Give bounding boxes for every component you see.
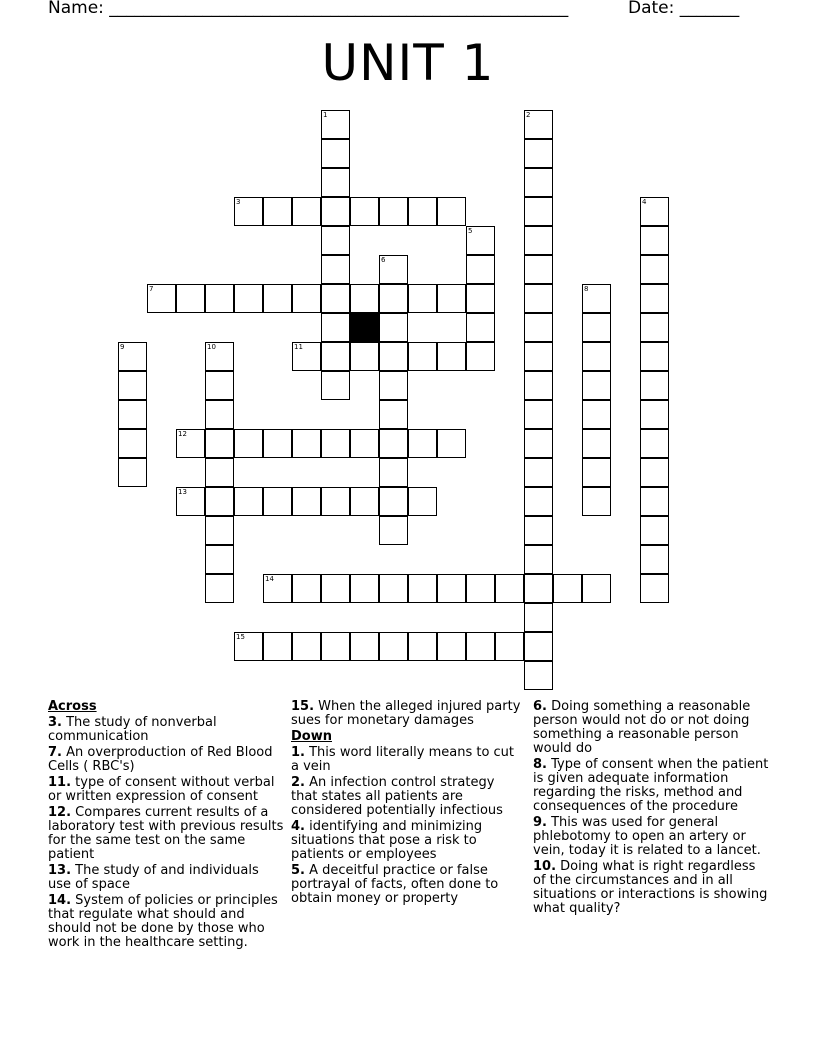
crossword-cell[interactable] — [176, 487, 205, 516]
clue-number: 4 — [642, 198, 647, 206]
crossword-cell[interactable] — [379, 371, 408, 400]
crossword-cell[interactable] — [640, 197, 669, 226]
crossword-cell[interactable] — [292, 342, 321, 371]
crossword-cell[interactable] — [495, 574, 524, 603]
crossword-cell[interactable] — [350, 342, 379, 371]
crossword-cell[interactable] — [234, 487, 263, 516]
clue-text: Compares current results of a laboratory test with previous results for the same test on the same patient — [48, 805, 284, 862]
clue-number-label: 1. — [291, 745, 305, 760]
clue-text: This word literally means to cut a vein — [291, 745, 515, 774]
clue-number: 11 — [294, 343, 303, 351]
clue-text: System of policies or principles that regulate what should and should not be done by those who work in the healthcare setting. — [48, 893, 278, 950]
crossword-cell[interactable] — [350, 632, 379, 661]
clue-number: 7 — [149, 285, 154, 293]
crossword-cell[interactable] — [176, 284, 205, 313]
crossword-cell[interactable] — [321, 226, 350, 255]
across-clue-list-continued — [291, 700, 521, 728]
crossword-cell[interactable] — [640, 284, 669, 313]
clue-text: A deceitful practice or false portrayal of facts, often done to obtain money or property — [291, 863, 499, 906]
crossword-cell[interactable] — [379, 429, 408, 458]
crossword-cell[interactable] — [321, 429, 350, 458]
crossword-cell[interactable] — [263, 487, 292, 516]
crossword-cell[interactable] — [263, 429, 292, 458]
clue-item — [291, 700, 521, 728]
crossword-cell[interactable] — [379, 400, 408, 429]
clue-number: 2 — [526, 111, 531, 119]
crossword-cell[interactable] — [321, 255, 350, 284]
crossword-cell[interactable] — [408, 342, 437, 371]
crossword-cell[interactable] — [321, 168, 350, 197]
crossword-cell[interactable] — [205, 487, 234, 516]
crossword-cell[interactable] — [321, 139, 350, 168]
page-title: UNIT 1 — [321, 34, 495, 92]
clue-item — [48, 746, 284, 774]
crossword-cell[interactable] — [350, 487, 379, 516]
crossword-cell[interactable] — [321, 110, 350, 139]
crossword-cell[interactable] — [582, 342, 611, 371]
crossword-cell[interactable] — [640, 313, 669, 342]
crossword-cell[interactable] — [321, 371, 350, 400]
crossword-cell[interactable] — [582, 371, 611, 400]
clue-text: This was used for general phlebotomy to open an artery or vein, today it is related to a lancet. — [533, 815, 761, 858]
crossword-cell[interactable] — [582, 574, 611, 603]
date-line[interactable]: Date: _______ — [628, 0, 740, 18]
clue-number: 3 — [236, 198, 241, 206]
crossword-cell[interactable] — [524, 197, 553, 226]
clue-number-label: 4. — [291, 819, 305, 834]
crossword-cell[interactable] — [292, 574, 321, 603]
crossword-cell[interactable] — [205, 545, 234, 574]
clue-text: An overproduction of Red Blood Cells ( RBC's) — [48, 745, 273, 774]
clue-text: Doing something a reasonable person would not do or not doing something a reasonable person would do — [533, 699, 751, 756]
crossword-cell[interactable] — [466, 313, 495, 342]
crossword-cell[interactable] — [263, 284, 292, 313]
clue-item — [533, 816, 769, 858]
crossword-cell[interactable] — [147, 284, 176, 313]
crossword-cell[interactable] — [524, 371, 553, 400]
crossword-cell[interactable] — [350, 574, 379, 603]
clue-number-label: 15. — [291, 699, 315, 714]
clue-item — [291, 776, 521, 818]
crossword-cell[interactable] — [321, 632, 350, 661]
clue-number-label: 13. — [48, 863, 72, 878]
clue-number-label: 7. — [48, 745, 62, 760]
crossword-cell[interactable] — [321, 313, 350, 342]
clue-number-label: 5. — [291, 863, 305, 878]
crossword-cell[interactable] — [524, 255, 553, 284]
crossword-cell[interactable] — [205, 342, 234, 371]
crossword-cell[interactable] — [640, 429, 669, 458]
crossword-cell[interactable] — [437, 574, 466, 603]
crossword-cell[interactable] — [466, 574, 495, 603]
clue-item — [291, 864, 521, 906]
clue-number: 12 — [178, 430, 187, 438]
crossword-cell[interactable] — [437, 342, 466, 371]
crossword-cell[interactable] — [234, 429, 263, 458]
clue-number: 6 — [381, 256, 386, 264]
crossword-cell[interactable] — [524, 400, 553, 429]
clue-text: When the alleged injured party sues for monetary damages — [291, 699, 521, 728]
clue-number: 14 — [265, 575, 274, 583]
crossword-cell[interactable] — [524, 429, 553, 458]
clue-number-label: 10. — [533, 859, 557, 874]
clue-item — [533, 758, 769, 814]
crossword-cell[interactable] — [524, 632, 553, 661]
crossword-cell[interactable] — [118, 458, 147, 487]
crossword-cell[interactable] — [524, 110, 553, 139]
crossword-cell[interactable] — [466, 342, 495, 371]
crossword-cell[interactable] — [437, 429, 466, 458]
clue-item — [291, 820, 521, 862]
clue-text: The study of nonverbal communication — [48, 715, 217, 744]
down-clue-list — [291, 746, 521, 906]
name-line[interactable]: Name: ______________________________________________________ — [48, 0, 569, 18]
crossword-cell[interactable] — [640, 458, 669, 487]
crossword-cell[interactable] — [205, 458, 234, 487]
crossword-cell[interactable] — [495, 632, 524, 661]
crossword-cell[interactable] — [524, 661, 553, 690]
crossword-cell[interactable] — [524, 342, 553, 371]
crossword-cell[interactable] — [524, 574, 553, 603]
crossword-cell[interactable] — [379, 632, 408, 661]
black-square — [350, 313, 379, 342]
crossword-cell[interactable] — [408, 197, 437, 226]
crossword-cell[interactable] — [524, 139, 553, 168]
across-clue-list — [48, 716, 284, 950]
clue-item — [48, 776, 284, 804]
crossword-cell[interactable] — [118, 342, 147, 371]
crossword-cell[interactable] — [640, 516, 669, 545]
crossword-cell[interactable] — [582, 284, 611, 313]
crossword-cell[interactable] — [408, 429, 437, 458]
crossword-cell[interactable] — [292, 487, 321, 516]
crossword-cell[interactable] — [524, 284, 553, 313]
crossword-cell[interactable] — [379, 342, 408, 371]
crossword-cell[interactable] — [640, 371, 669, 400]
crossword-cell[interactable] — [379, 487, 408, 516]
clue-item — [48, 716, 284, 744]
crossword-cell[interactable] — [640, 226, 669, 255]
crossword-cell[interactable] — [524, 487, 553, 516]
crossword-cell[interactable] — [408, 632, 437, 661]
crossword-cell[interactable] — [263, 632, 292, 661]
crossword-cell[interactable] — [205, 400, 234, 429]
clue-number-label: 3. — [48, 715, 62, 730]
clue-item — [48, 894, 284, 950]
clue-number-label: 14. — [48, 893, 72, 908]
clue-number-label: 8. — [533, 757, 547, 772]
crossword-cell[interactable] — [118, 371, 147, 400]
clue-number: 15 — [236, 633, 245, 641]
crossword-cell[interactable] — [553, 574, 582, 603]
clue-number-label: 6. — [533, 699, 547, 714]
crossword-cell[interactable] — [524, 603, 553, 632]
clue-number-label: 12. — [48, 805, 72, 820]
clue-number: 9 — [120, 343, 125, 351]
crossword-cell[interactable] — [640, 574, 669, 603]
crossword-cell[interactable] — [640, 487, 669, 516]
crossword-cell[interactable] — [524, 545, 553, 574]
crossword-cell[interactable] — [640, 400, 669, 429]
crossword-cell[interactable] — [292, 284, 321, 313]
crossword-cell[interactable] — [379, 516, 408, 545]
clue-number: 8 — [584, 285, 589, 293]
crossword-cell[interactable] — [640, 255, 669, 284]
crossword-cell[interactable] — [234, 632, 263, 661]
crossword-cell[interactable] — [437, 632, 466, 661]
clue-item — [291, 746, 521, 774]
crossword-cell[interactable] — [408, 284, 437, 313]
crossword-cell[interactable] — [205, 516, 234, 545]
clue-item — [48, 806, 284, 862]
crossword-cell[interactable] — [118, 400, 147, 429]
crossword-cell[interactable] — [524, 168, 553, 197]
clue-number: 13 — [178, 488, 187, 496]
crossword-cell[interactable] — [176, 429, 205, 458]
crossword-cell[interactable] — [234, 197, 263, 226]
crossword-cell[interactable] — [408, 487, 437, 516]
crossword-cell[interactable] — [408, 574, 437, 603]
crossword-cell[interactable] — [292, 197, 321, 226]
crossword-cell[interactable] — [118, 429, 147, 458]
crossword-cell[interactable] — [350, 429, 379, 458]
crossword-cell[interactable] — [582, 313, 611, 342]
clue-number: 5 — [468, 227, 473, 235]
clue-text: identifying and minimizing situations that pose a risk to patients or employees — [291, 819, 483, 862]
crossword-cell[interactable] — [640, 342, 669, 371]
down-heading: Down — [291, 729, 332, 744]
crossword-cell[interactable] — [234, 284, 263, 313]
crossword-cell[interactable] — [524, 516, 553, 545]
crossword-cell[interactable] — [350, 284, 379, 313]
crossword-cell[interactable] — [292, 632, 321, 661]
crossword-cell[interactable] — [321, 197, 350, 226]
clues-column-1 — [48, 700, 284, 952]
crossword-cell[interactable] — [437, 197, 466, 226]
crossword-cell[interactable] — [205, 371, 234, 400]
crossword-cell[interactable] — [321, 574, 350, 603]
clue-number: 10 — [207, 343, 216, 351]
crossword-cell[interactable] — [205, 429, 234, 458]
clue-text: Type of consent when the patient is given adequate information regarding the risks, method and consequences of the procedure — [533, 757, 769, 814]
crossword-cell[interactable] — [321, 487, 350, 516]
clue-number: 1 — [323, 111, 328, 119]
crossword-cell[interactable] — [466, 226, 495, 255]
clue-number-label: 11. — [48, 775, 72, 790]
clues-column-3 — [533, 700, 769, 918]
crossword-cell[interactable] — [524, 458, 553, 487]
clue-number-label: 9. — [533, 815, 547, 830]
clue-text: The study of and individuals use of space — [48, 863, 259, 892]
crossword-cell[interactable] — [379, 458, 408, 487]
crossword-cell[interactable] — [205, 284, 234, 313]
crossword-cell[interactable] — [205, 574, 234, 603]
clue-text: An infection control strategy that states all patients are considered potentially infectious — [291, 775, 503, 818]
crossword-cell[interactable] — [321, 342, 350, 371]
crossword-cell[interactable] — [466, 255, 495, 284]
clue-number-label: 2. — [291, 775, 305, 790]
across-heading: Across — [48, 699, 97, 714]
down-clue-list-continued — [533, 700, 769, 916]
crossword-cell[interactable] — [524, 313, 553, 342]
crossword-cell[interactable] — [292, 429, 321, 458]
crossword-cell[interactable] — [524, 226, 553, 255]
crossword-cell[interactable] — [379, 313, 408, 342]
crossword-cell[interactable] — [263, 574, 292, 603]
clue-text: Doing what is right regardless of the circumstances and in all situations or interactions is showing what quality? — [533, 859, 768, 916]
crossword-cell[interactable] — [640, 545, 669, 574]
crossword-cell[interactable] — [437, 284, 466, 313]
crossword-cell[interactable] — [379, 284, 408, 313]
crossword-cell[interactable] — [350, 197, 379, 226]
crossword-cell[interactable] — [321, 284, 350, 313]
crossword-cell[interactable] — [379, 255, 408, 284]
crossword-cell[interactable] — [582, 458, 611, 487]
crossword-cell[interactable] — [582, 487, 611, 516]
crossword-cell[interactable] — [379, 574, 408, 603]
crossword-cell[interactable] — [582, 400, 611, 429]
crossword-cell[interactable] — [263, 197, 292, 226]
clue-item — [533, 860, 769, 916]
crossword-cell[interactable] — [582, 429, 611, 458]
clues-column-2 — [291, 700, 521, 908]
crossword-cell[interactable] — [466, 632, 495, 661]
crossword-cell[interactable] — [466, 284, 495, 313]
crossword-cell[interactable] — [379, 197, 408, 226]
clue-item — [533, 700, 769, 756]
clue-item — [48, 864, 284, 892]
clue-text: type of consent without verbal or written expression of consent — [48, 775, 275, 804]
